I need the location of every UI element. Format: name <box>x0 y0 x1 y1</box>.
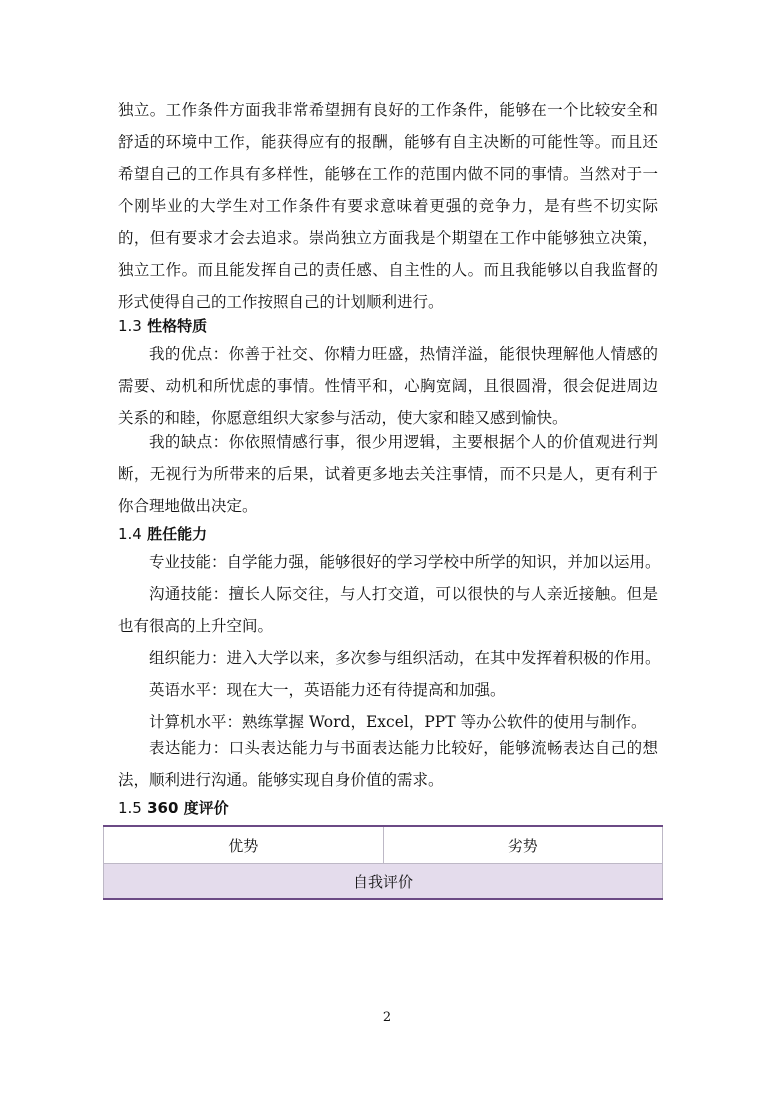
skill-expression: 表达能力：口头表达能力与书面表达能力比较好，能够流畅表达自己的想法，顺利进行沟通。能够实现自身价值的需求。 <box>118 739 658 789</box>
skill-professional: 专业技能：自学能力强，能够很好的学习学校中所学的知识，并加以运用。 <box>149 553 661 571</box>
section-number: 1.3 <box>118 317 142 335</box>
section-number: 1.4 <box>118 525 142 543</box>
section-heading-1-3 <box>118 314 207 338</box>
table-subheader-row <box>104 864 663 900</box>
skill-english: 英语水平：现在大一，英语能力还有待提高和加强。 <box>149 681 506 699</box>
skill-communication: 沟通技能：擅长人际交往，与人打交道，可以很快的与人亲近接触。但是也有很高的上升空间。 <box>118 585 658 635</box>
section-number: 1.5 <box>118 799 142 817</box>
skill-computer: 计算机水平：熟练掌握 Word，Excel，PPT 等办公软件的使用与制作。 <box>149 713 647 731</box>
strengths-paragraph: 我的优点：你善于社交、你精力旺盛，热情洋溢，能很快理解他人情感的需要、动机和所忧虑的事情。性情平和，心胸宽阔，且很圆滑，很会促进周边关系的和睦，你愿意组织大家参与活动，使大家和睦又感到愉快。 <box>118 345 658 427</box>
subheader-self-evaluation: 自我评价 <box>104 864 663 900</box>
table-header-row <box>104 826 663 864</box>
section-heading-1-4 <box>118 522 207 546</box>
page-number: 2 <box>382 1010 392 1025</box>
section-title: 胜任能力 <box>147 525 208 543</box>
header-strengths: 优势 <box>104 826 384 864</box>
section-title: 360 度评价 <box>147 799 229 817</box>
intro-paragraph: 独立。工作条件方面我非常希望拥有良好的工作条件，能够在一个比较安全和舒适的环境中工作，能获得应有的报酬，能够有自主决断的可能性等。而且还希望自己的工作具有多样性，能够在工作的范围内做不同的事情。当然对于一个刚毕业的大学生对工作条件有要求意味着更强的竞争力，是有些不切实际的，但有要求才会去追求。崇尚独立方面我是个期望在工作中能够独立决策，独立工作。而且能发挥自己的责任感、自主性的人。而且我能够以自我监督的形式使得自己的工作按照自己的计划顺利进行。 <box>118 101 658 311</box>
section-title: 性格特质 <box>147 317 208 335</box>
evaluation-table <box>103 825 663 900</box>
header-weaknesses: 劣势 <box>383 826 663 864</box>
section-heading-1-5 <box>118 796 229 820</box>
weaknesses-paragraph: 我的缺点：你依照情感行事，很少用逻辑，主要根据个人的价值观进行判断，无视行为所带来的后果，试着更多地去关注事情，而不只是人，更有利于你合理地做出决定。 <box>118 433 658 515</box>
skill-organization: 组织能力：进入大学以来，多次参与组织活动，在其中发挥着积极的作用。 <box>149 649 661 667</box>
